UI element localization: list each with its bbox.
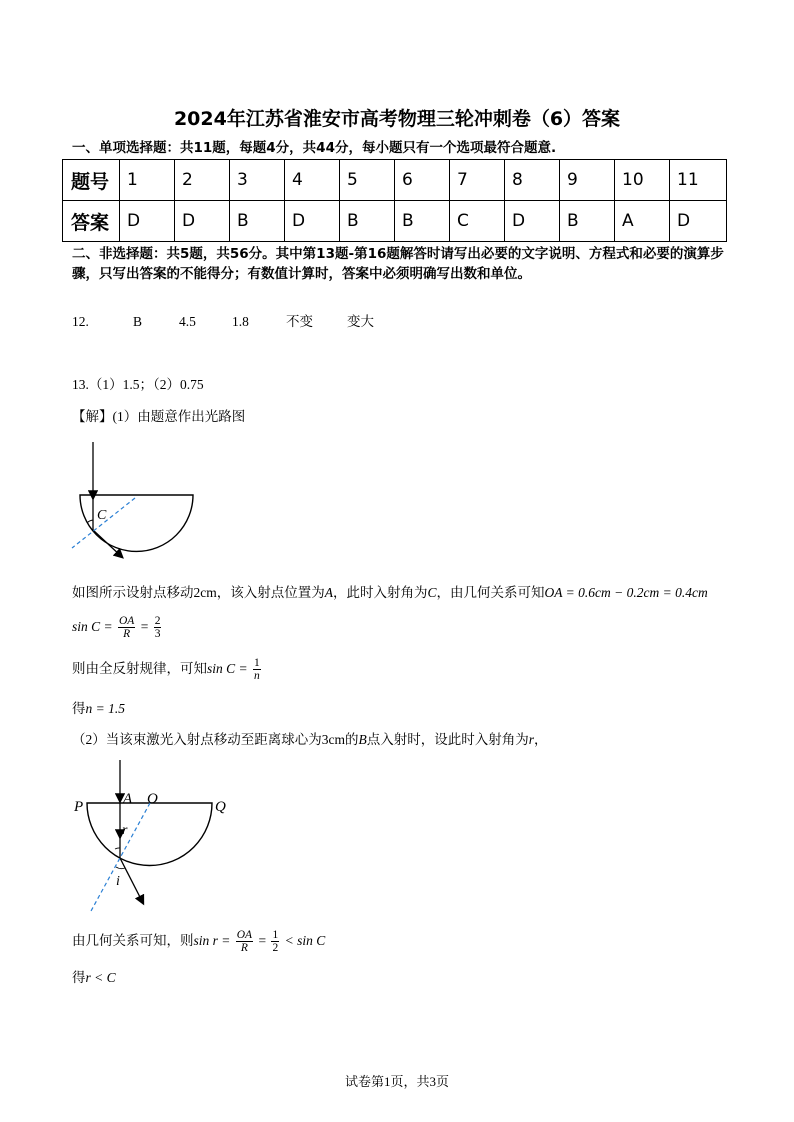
number-cell: 9	[560, 160, 615, 201]
number-cell: 10	[615, 160, 670, 201]
point-label-q: Q	[215, 799, 226, 815]
semicircle-glass	[87, 803, 212, 866]
q13-solution-intro: 【解】(1）由题意作出光路图	[72, 409, 246, 424]
answer-cell: D	[120, 201, 175, 242]
section-1-heading: 一、单项选择题：共11题，每题4分，共44分，每小题只有一个选项最符合题意.	[72, 140, 557, 156]
answer-cell: B	[560, 201, 615, 242]
angle-label-c: C	[97, 508, 107, 523]
angle-label-i: i	[116, 874, 120, 889]
number-cell: 8	[505, 160, 560, 201]
answer-cell: B	[340, 201, 395, 242]
number-cell: 7	[450, 160, 505, 201]
number-cell: 3	[230, 160, 285, 201]
q13-line5: 得n = 1.5	[72, 701, 125, 716]
q13-answer-line: 13.（1）1.5；（2）0.75	[72, 377, 204, 392]
q13-line4: 则由全反射规律，可知sin C = $\frac{1}{n}$	[72, 657, 260, 683]
light-path-diagram-1	[60, 440, 210, 570]
answer-cell: C	[450, 201, 505, 242]
q13-eq-sinc: sin C = $\frac{OA}{R}$ = $\frac{2}{3}$	[72, 615, 161, 641]
q12-number: 12.	[72, 314, 89, 329]
q12-answer: B	[133, 314, 143, 329]
light-path-diagram-2	[70, 755, 240, 920]
reflected-ray	[93, 530, 122, 557]
table-row-answers	[63, 201, 727, 242]
answer-cell: D	[670, 201, 727, 242]
number-cell: 5	[340, 160, 395, 201]
angle-arc-r	[115, 848, 120, 849]
number-cell: 4	[285, 160, 340, 201]
semicircle-glass	[80, 495, 193, 551]
number-cell: 2	[175, 160, 230, 201]
answer-cell: A	[615, 201, 670, 242]
angle-arc	[87, 520, 93, 523]
q13-line3: 如图所示设射点移动2cm，该入射点位置为A，此时入射角为C，由几何关系可知OA = 0.6cm − 0.2cm = 0.4cm	[72, 585, 708, 600]
page-title: 2024年江苏省淮安市高考物理三轮冲刺卷（6）答案	[173, 108, 621, 130]
answer-cell: D	[285, 201, 340, 242]
table-row-numbers	[63, 160, 727, 201]
q13-line6: （2）当该束激光入射点移动至距离球心为3cm的B点入射时，设此时入射角为r，	[72, 732, 548, 747]
page-footer: 试卷第1页，共3页	[344, 1074, 449, 1089]
number-cell: 11	[670, 160, 727, 201]
point-label-a: A	[123, 791, 133, 807]
header-label-cell: 题号	[63, 160, 120, 201]
point-label-p: P	[74, 799, 84, 815]
answer-cell: D	[175, 201, 230, 242]
q13-line7: 由几何关系可知，则sin r = $\frac{OA}{R}$ = $\frac{1}{2}$ < sin C	[72, 929, 326, 955]
q12-answer: 4.5	[179, 314, 196, 329]
answer-cell: B	[230, 201, 285, 242]
number-cell: 1	[120, 160, 175, 201]
answer-table	[62, 159, 727, 242]
number-cell: 6	[395, 160, 450, 201]
section-2-heading: 二、非选择题：共5题，共56分。其中第13题-第16题解答时请写出必要的文字说明、方程式和必要的演算步骤，只写出答案的不能得分；有数值计算时，答案中必须明确写出数和单位。	[72, 246, 724, 282]
q13-line8: 得r < C	[72, 970, 116, 985]
answer-cell: D	[505, 201, 560, 242]
angle-label-r: r	[122, 823, 128, 838]
q12-answer: 变大	[347, 314, 374, 329]
answer-label-cell: 答案	[63, 201, 120, 242]
angle-arc-i	[116, 867, 125, 869]
q12-answer: 不变	[286, 314, 313, 329]
point-label-o: O	[147, 791, 158, 807]
answer-cell: B	[395, 201, 450, 242]
q12-answer: 1.8	[232, 314, 249, 329]
